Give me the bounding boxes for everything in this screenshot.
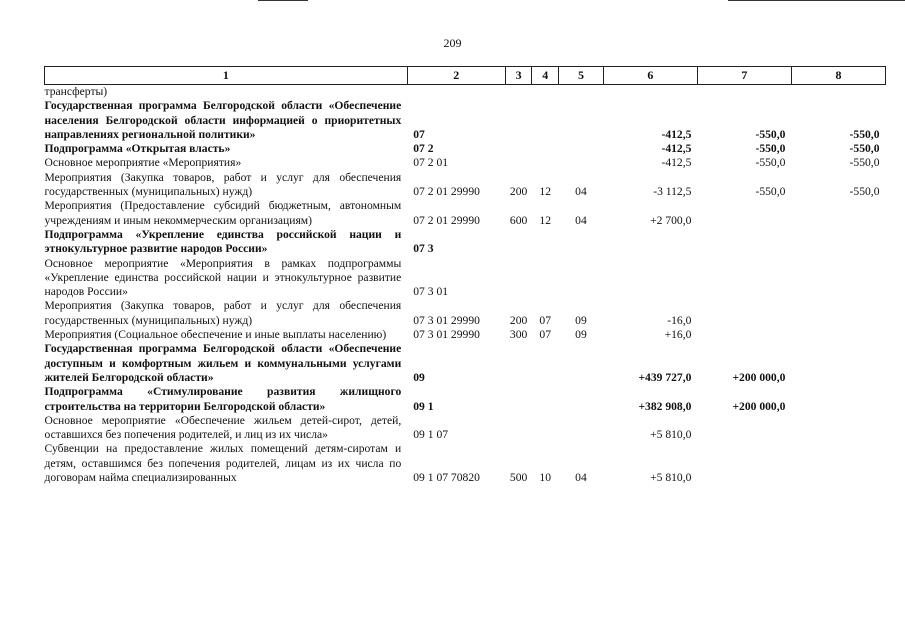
row-col3-cell: 200 xyxy=(509,185,528,199)
row-col4-cell xyxy=(532,257,559,300)
row-col4-cell xyxy=(532,414,559,443)
row-col6-value: -412,5 xyxy=(661,127,692,141)
row-col5-cell: 09 xyxy=(575,313,587,327)
row-code-cell: 07 2 01 xyxy=(413,156,449,170)
row-col4-cell xyxy=(532,156,559,170)
row-name-cell: Основное мероприятие «Мероприятия в рамках подпрограммы «Укрепление единства российской нации и этнокультурное развитие народов России» xyxy=(44,256,402,299)
row-col6-value: -3 112,5 xyxy=(653,185,692,199)
row-name-cell: Подпрограмма «Укрепление единства российской нации и этнокультурное развитие народов России» xyxy=(44,227,402,256)
row-name-cell: Мероприятия (Закупка товаров, работ и услуг для обеспечения государственных (муниципальных) нужд) xyxy=(44,299,402,327)
row-code-cell: 07 2 01 29990 xyxy=(413,213,480,227)
row-col7-value xyxy=(697,442,791,485)
row-name-cell: Основное мероприятие «Мероприятия» xyxy=(44,156,242,170)
column-header: 3 xyxy=(505,67,532,85)
row-col8-value: -550,0 xyxy=(849,142,880,156)
row-col7-value: -550,0 xyxy=(755,185,786,199)
row-col5-cell xyxy=(558,156,603,170)
row-col5-cell: 04 xyxy=(575,471,587,485)
table-row xyxy=(45,385,886,414)
row-col6-value xyxy=(603,257,697,300)
row-code-cell: 09 1 xyxy=(413,399,434,413)
column-header: 4 xyxy=(532,67,559,85)
row-col5-cell xyxy=(558,257,603,300)
row-name-cell: Мероприятия (Социальное обеспечение и иные выплаты населению) xyxy=(44,328,387,342)
top-rule-right xyxy=(728,0,905,1)
row-col3-cell xyxy=(505,342,532,385)
column-number-row xyxy=(45,67,886,85)
row-col8-value xyxy=(791,299,885,328)
row-col5-cell xyxy=(558,228,603,257)
row-col5-cell: 09 xyxy=(575,328,587,342)
row-col3-cell xyxy=(505,385,532,414)
row-col5-cell xyxy=(558,85,603,100)
row-col6-value: +2 700,0 xyxy=(650,213,692,227)
table-body xyxy=(45,85,886,486)
row-col7-value xyxy=(697,257,791,300)
row-name-cell: Государственная программа Белгородской области «Обеспечение населения Белгородской области информацией о приоритетных направлениях региональной политики» xyxy=(44,99,402,141)
row-name-cell: Мероприятия (Предоставление субсидий бюджетным, автономным учреждениям и иным некоммерческим организациям) xyxy=(44,199,402,227)
row-col3-cell xyxy=(505,142,532,156)
page-number: 209 xyxy=(443,36,462,50)
row-col6-value xyxy=(603,85,697,100)
row-name-cell: Основное мероприятие «Обеспечение жильем детей-сирот, детей, оставшихся без попечения родителей, и лиц из их числа» xyxy=(44,413,402,442)
row-col5-cell: 04 xyxy=(575,213,587,227)
table-row xyxy=(45,299,886,328)
row-col4-cell xyxy=(532,85,559,100)
row-col7-value xyxy=(697,228,791,257)
row-col5-cell xyxy=(558,99,603,142)
table-row xyxy=(45,228,886,257)
row-col8-value xyxy=(791,257,885,300)
row-col4-cell xyxy=(532,385,559,414)
row-col3-cell xyxy=(505,257,532,300)
table-row xyxy=(45,342,886,385)
row-col4-cell xyxy=(532,342,559,385)
row-col5-cell xyxy=(558,414,603,443)
row-col6-value: +382 908,0 xyxy=(638,399,692,413)
row-col8-value xyxy=(791,228,885,257)
row-col3-cell xyxy=(505,156,532,170)
table-row xyxy=(45,156,886,170)
row-col5-cell xyxy=(558,342,603,385)
row-col7-value xyxy=(697,328,791,342)
table-row xyxy=(45,142,886,156)
row-code-cell: 07 3 01 29990 xyxy=(413,313,480,327)
row-col4-cell xyxy=(532,228,559,257)
column-header: 7 xyxy=(697,67,791,85)
row-col8-value xyxy=(791,385,885,414)
row-col7-value: -550,0 xyxy=(755,142,786,156)
row-col8-value xyxy=(791,85,885,100)
row-code-cell: 07 3 xyxy=(413,242,434,256)
row-name-cell: Мероприятия (Закупка товаров, работ и услуг для обеспечения государственных (муниципальных) нужд) xyxy=(44,170,402,199)
table-row xyxy=(45,85,886,100)
row-col7-value: -550,0 xyxy=(755,156,786,170)
row-col8-value xyxy=(791,342,885,385)
row-name-cell: трансферты) xyxy=(44,85,108,98)
row-code-cell: 09 xyxy=(413,370,425,384)
table-row xyxy=(45,328,886,342)
row-col4-cell: 07 xyxy=(539,328,551,342)
row-col7-value: +200 000,0 xyxy=(732,399,786,413)
row-col3-cell xyxy=(505,414,532,443)
row-col8-value xyxy=(791,414,885,443)
row-col6-value: -16,0 xyxy=(667,313,692,327)
row-code-cell xyxy=(407,85,505,100)
row-col7-value: -550,0 xyxy=(755,127,786,141)
row-col4-cell: 12 xyxy=(539,185,551,199)
row-col3-cell: 600 xyxy=(509,213,528,227)
row-col3-cell xyxy=(505,228,532,257)
row-col6-value xyxy=(603,228,697,257)
table-row xyxy=(45,442,886,485)
row-col7-value xyxy=(697,414,791,443)
row-col3-cell: 300 xyxy=(509,328,528,342)
row-col8-value xyxy=(791,328,885,342)
top-rule-left xyxy=(258,0,308,1)
row-col5-cell xyxy=(558,385,603,414)
row-col6-value: -412,5 xyxy=(661,142,692,156)
row-col6-value: +5 810,0 xyxy=(650,471,692,485)
table-row xyxy=(45,199,886,228)
table-row xyxy=(45,257,886,300)
column-header: 5 xyxy=(558,67,603,85)
column-header: 8 xyxy=(791,67,885,85)
table-row xyxy=(45,171,886,200)
row-col4-cell xyxy=(532,99,559,142)
row-code-cell: 07 3 01 29990 xyxy=(413,328,480,342)
row-col4-cell xyxy=(532,142,559,156)
row-name-cell: Подпрограмма «Открытая власть» xyxy=(44,142,231,156)
row-code-cell: 07 2 xyxy=(413,142,434,156)
row-code-cell: 07 3 01 xyxy=(413,285,449,299)
row-col5-cell: 04 xyxy=(575,185,587,199)
row-col7-value xyxy=(697,299,791,328)
column-header: 2 xyxy=(407,67,505,85)
row-col7-value: +200 000,0 xyxy=(732,370,786,384)
row-col4-cell: 07 xyxy=(539,313,551,327)
row-col8-value: -550,0 xyxy=(849,127,880,141)
row-col4-cell: 10 xyxy=(539,471,551,485)
row-col6-value: -412,5 xyxy=(661,156,692,170)
row-col6-value: +5 810,0 xyxy=(650,428,692,442)
budget-table xyxy=(44,66,886,485)
row-col3-cell xyxy=(505,85,532,100)
column-header: 6 xyxy=(603,67,697,85)
row-col7-value xyxy=(697,199,791,228)
row-code-cell: 09 1 07 xyxy=(413,428,449,442)
row-col8-value xyxy=(791,442,885,485)
column-header: 1 xyxy=(45,67,408,85)
row-col4-cell: 12 xyxy=(539,213,551,227)
row-code-cell: 07 xyxy=(413,127,425,141)
row-col6-value: +16,0 xyxy=(664,328,692,342)
row-name-cell: Государственная программа Белгородской области «Обеспечение доступным и комфортным жильем и коммунальными услугами жителей Белгородской области» xyxy=(44,342,402,384)
row-col7-value xyxy=(697,85,791,100)
row-code-cell: 07 2 01 29990 xyxy=(413,185,480,199)
row-name-cell: Субвенции на предоставление жилых помещений детям-сиротам и детям, оставшимся без попечения родителей, лицам из их числа по договорам найма специализированных xyxy=(44,442,402,485)
row-col8-value xyxy=(791,199,885,228)
row-col3-cell: 500 xyxy=(509,471,528,485)
row-col3-cell: 200 xyxy=(509,313,528,327)
row-col8-value: -550,0 xyxy=(849,185,880,199)
row-col3-cell xyxy=(505,99,532,142)
row-col6-value: +439 727,0 xyxy=(638,370,692,384)
row-name-cell: Подпрограмма «Стимулирование развития жилищного строительства на территории Белгородской области» xyxy=(44,385,402,413)
table-row xyxy=(45,99,886,142)
row-col5-cell xyxy=(558,142,603,156)
row-col8-value: -550,0 xyxy=(849,156,880,170)
table-row xyxy=(45,414,886,443)
row-code-cell: 09 1 07 70820 xyxy=(413,471,480,485)
